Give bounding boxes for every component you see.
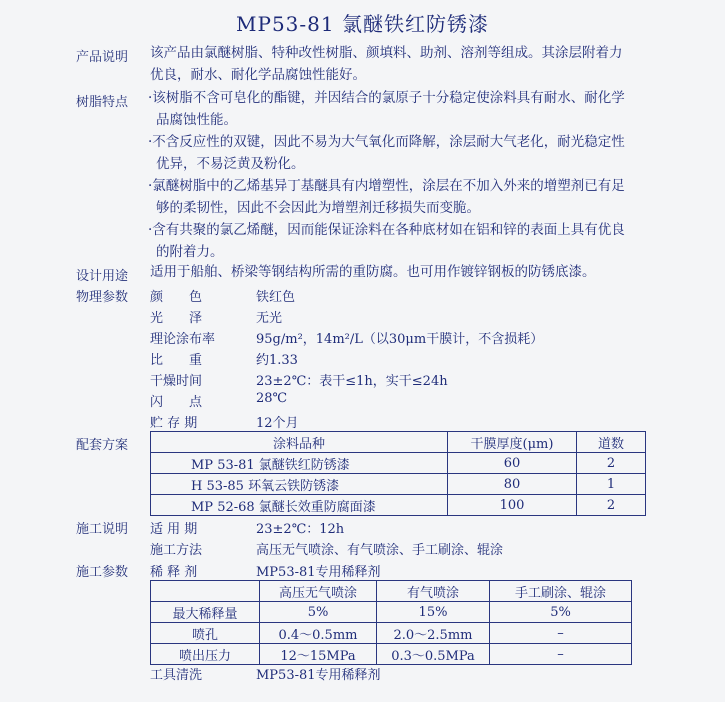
application-key: 适 用 期 — [150, 522, 198, 537]
table-header: 道数 — [577, 432, 646, 453]
resin-bullet-line: 够的柔韧性，因此不会因此为增塑剂迁移损失而变脆。 — [156, 200, 480, 216]
resin-bullet-line: 品腐蚀性能。 — [156, 112, 237, 128]
table-header: 涂料品种 — [151, 432, 448, 453]
table-cell: 5% — [490, 602, 632, 623]
table-row — [151, 623, 632, 644]
table-cell: MP 52-68 氯醚长效重防腐面漆 — [151, 495, 448, 516]
application-value: 23±2℃：12h — [256, 522, 345, 537]
design-purpose: 适用于船舶、桥梁等钢结构所需的重防腐。也可用作镀锌钢板的防锈底漆。 — [150, 264, 596, 280]
table-cell: 15% — [377, 602, 490, 623]
table-cell: 1 — [577, 474, 646, 495]
table-cell: 0.4～0.5mm — [260, 623, 377, 644]
section-label-params: 施工参数 — [76, 565, 129, 580]
physical-key: 干燥时间 — [150, 374, 203, 389]
section-label-design: 设计用途 — [76, 269, 129, 284]
physical-key: 贮 存 期 — [150, 416, 198, 431]
table-cell: 喷孔 — [151, 623, 260, 644]
table-header: 高压无气喷涂 — [260, 581, 377, 602]
resin-bullet-line: ·该树脂不含可皂化的酯键，并因结合的氯原子十分稳定使涂料具有耐水、耐化学 — [148, 90, 625, 106]
table-cell: 60 — [448, 453, 577, 474]
application-key: 施工方法 — [150, 543, 203, 558]
table-cell: 0.3～0.5MPa — [377, 644, 490, 665]
clean-key: 工具清洗 — [150, 668, 203, 683]
resin-bullet-line: ·含有共聚的氯乙烯醚，因而能保证涂料在各种底材如在铝和锌的表面上具有优良 — [148, 222, 625, 238]
physical-key: 颜 色 — [150, 290, 203, 305]
application-value: 高压无气喷涂、有气喷涂、手工刷涂、辊涂 — [256, 543, 504, 558]
table-cell: MP 53-81 氯醚铁红防锈漆 — [151, 453, 448, 474]
table-header — [151, 581, 260, 602]
physical-key: 闪 点 — [150, 395, 203, 410]
physical-key: 光 泽 — [150, 311, 203, 326]
table-cell: – — [490, 644, 632, 665]
table-cell: 2 — [577, 453, 646, 474]
params-table — [150, 580, 632, 665]
resin-features — [148, 87, 708, 263]
page-title: MP53-81 氯醚铁红防锈漆 — [236, 12, 489, 36]
table-cell: 2 — [577, 495, 646, 516]
physical-key: 理论涂布率 — [150, 332, 216, 347]
table-header-row — [151, 581, 632, 602]
thinner-value: MP53-81专用稀释剂 — [256, 565, 381, 580]
product-description — [150, 42, 623, 86]
table-cell: H 53-85 环氧云铁防锈漆 — [151, 474, 448, 495]
table-row — [151, 602, 632, 623]
physical-key: 比 重 — [150, 353, 203, 368]
section-label-resin: 树脂特点 — [76, 95, 129, 110]
product-line: 优良，耐水、耐化学品腐蚀性能好。 — [150, 67, 366, 83]
table-cell: 喷出压力 — [151, 644, 260, 665]
table-cell: 12～15MPa — [260, 644, 377, 665]
clean-value: MP53-81专用稀释剂 — [256, 668, 381, 683]
product-line: 该产品由氯醚树脂、特种改性树脂、颜填料、助剂、溶剂等组成。其涂层附着力 — [150, 45, 623, 61]
physical-value: 无光 — [256, 311, 283, 326]
table-cell: 5% — [260, 602, 377, 623]
physical-value: 约1.33 — [256, 353, 298, 368]
table-row — [151, 644, 632, 665]
resin-bullet-line: ·不含反应性的双键，因此不易为大气氧化而降解，涂层耐大气老化，耐光稳定性 — [148, 134, 625, 150]
section-label-system: 配套方案 — [76, 438, 129, 453]
table-cell: 2.0～2.5mm — [377, 623, 490, 644]
physical-value: 28℃ — [256, 391, 288, 406]
table-cell: 80 — [448, 474, 577, 495]
section-label-product: 产品说明 — [76, 50, 129, 65]
resin-bullet-line: ·氯醚树脂中的乙烯基异丁基醚具有内增塑性，涂层在不加入外来的增塑剂已有足 — [148, 178, 625, 194]
table-cell: 100 — [448, 495, 577, 516]
table-header-row — [151, 432, 646, 453]
resin-bullet-line: 的附着力。 — [156, 244, 224, 260]
physical-value: 95g/m²，14m²/L（以30μm干膜计，不含损耗） — [256, 332, 544, 347]
section-label-physical: 物理参数 — [76, 290, 129, 305]
thinner-key: 稀 释 剂 — [150, 565, 198, 580]
physical-value: 铁红色 — [256, 290, 296, 305]
table-header: 干膜厚度(μm) — [448, 432, 577, 453]
physical-value: 23±2℃：表干≤1h，实干≤24h — [256, 374, 448, 389]
table-header: 有气喷涂 — [377, 581, 490, 602]
system-table — [150, 431, 646, 516]
table-row — [151, 495, 646, 516]
table-row — [151, 474, 646, 495]
physical-value: 12个月 — [256, 416, 299, 431]
table-cell: 最大稀释量 — [151, 602, 260, 623]
table-cell: – — [490, 623, 632, 644]
section-label-application: 施工说明 — [76, 522, 129, 537]
table-header: 手工刷涂、辊涂 — [490, 581, 632, 602]
table-row — [151, 453, 646, 474]
resin-bullet-line: 优异，不易泛黄及粉化。 — [156, 156, 305, 172]
